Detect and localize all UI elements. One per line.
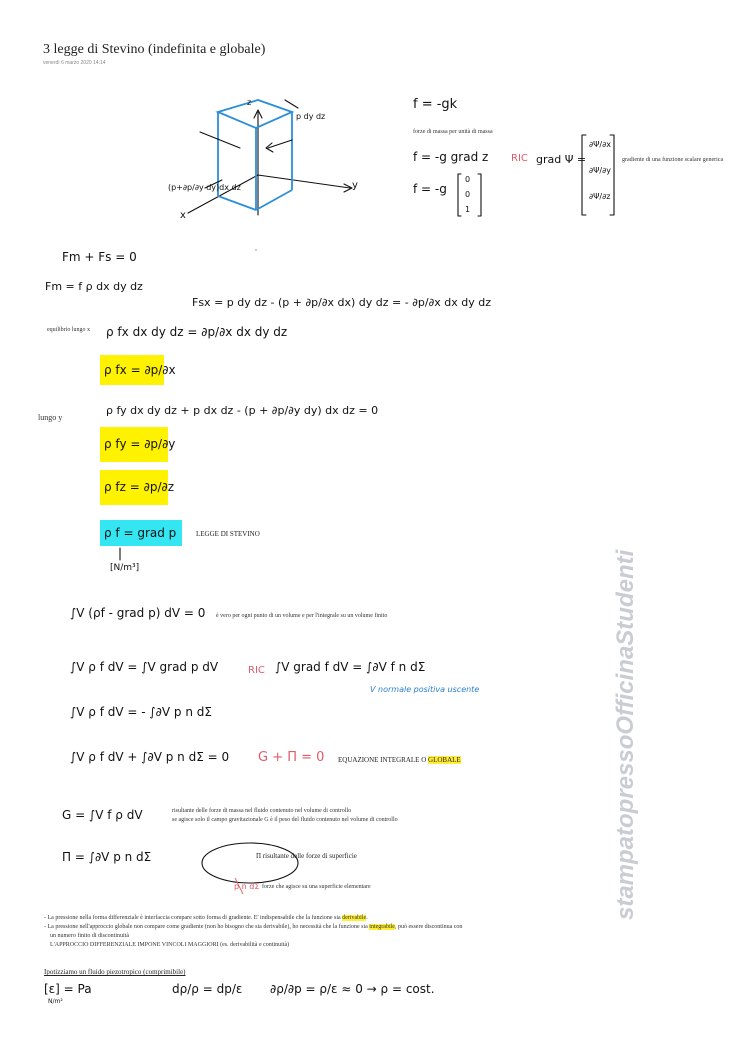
box-rho-fx: ρ fx = ∂p/∂x — [100, 355, 164, 385]
grad-matrix-1: ∂Ψ/∂y — [589, 166, 611, 175]
eq-fm: Fm = f ρ dx dy dz — [45, 280, 143, 293]
page-date: venerdì 6 marzo 2020 14:14 — [43, 60, 106, 66]
box-rho-fy: ρ fy = ∂p/∂y — [100, 427, 168, 462]
f-grad-z: f = -g grad z — [413, 150, 489, 164]
piezotropic-heading: Ipotizziamo un fluido piezotropico (comprimibile) — [44, 968, 186, 976]
epsilon-units: [ε] = Pa — [44, 982, 92, 996]
grad-note: gradiente di una funzione scalare generica — [622, 157, 724, 163]
grad-matrix-2: ∂Ψ/∂z — [589, 192, 611, 201]
bullet-1: - La pressione nella forma differenziale è interfaccia compare sotto forma di gradiente. E' indispensabile che la funzione sia derivabile. — [44, 915, 368, 921]
equazione-globale: EQUAZIONE INTEGRALE O GLOBALE — [338, 756, 461, 764]
integrabile-highlight: integrabile — [369, 924, 395, 930]
grad-matrix-0: ∂Ψ/∂x — [589, 140, 611, 149]
integral-1-note: è vero per ogni punto di un volume e per l'integrale su un volume finito — [216, 613, 388, 619]
axis-z-label: z — [247, 98, 252, 107]
eq-lungo-y: ρ fy dx dy dz + p dx dz - (p + ∂p/∂y dy) dx dz = 0 — [106, 404, 379, 417]
pi-definition: Π = ∫∂V p n dΣ — [62, 850, 152, 864]
bullet-2-line2: un numero finito di discontinuità — [50, 933, 129, 939]
pi-note: Π risultante delle forze di superficie — [256, 852, 357, 860]
axis-x-label: x — [180, 210, 186, 221]
ric-label-2: RIC — [248, 665, 265, 676]
equilibrio-label: equilibrio lungo x — [47, 327, 90, 333]
diagram-left-force: (p+∂p/∂y dy)dx dz — [168, 183, 241, 192]
epsilon-units-sub: N/m² — [48, 998, 63, 1005]
grad-psi-label: grad Ψ = — [536, 153, 587, 166]
integral-2b: ∫V grad f dV = ∫∂V f n dΣ — [275, 660, 426, 674]
axis-y-label: y — [352, 180, 358, 191]
pnd-label: p n dΣ — [234, 882, 260, 891]
f-vector-eq: f = -g — [413, 182, 447, 196]
eq-fsx: Fsx = p dy dz - (p + ∂p/∂x dx) dy dz = - ∂p/∂x dx dy dz — [192, 296, 492, 309]
pnd-note: forze che agisce su una superficie elementare — [262, 884, 371, 890]
eq-equilibrio-x: ρ fx dx dy dz = ∂p/∂x dx dy dz — [106, 325, 288, 339]
integral-3: ∫V ρ f dV = - ∫∂V p n dΣ — [70, 705, 212, 719]
box-stevino: ρ f = grad p — [100, 520, 182, 546]
integral-2b-note: V normale positiva uscente — [370, 685, 480, 694]
page-title: 3 legge di Stevino (indefinita e globale) — [43, 42, 266, 57]
g-note-1: risultante delle forze di massa nel fluido contenuto nel volume di controllo — [172, 808, 352, 814]
vec-1: 0 — [465, 190, 471, 199]
units-label: [N/m³] — [110, 563, 140, 573]
integral-1: ∫V (ρf - grad p) dV = 0 — [70, 606, 206, 620]
vec-0: 0 — [465, 175, 471, 184]
ric-label: RIC — [511, 153, 528, 164]
diagram-right-force: p dy dz — [296, 112, 326, 121]
integral-4: ∫V ρ f dV + ∫∂V p n dΣ = 0 — [70, 750, 230, 764]
globale-highlight: GLOBALE — [428, 756, 461, 764]
integral-2: ∫V ρ f dV = ∫V grad p dV — [70, 660, 219, 674]
drho-over-rho: dρ/ρ = dp/ε — [172, 982, 243, 996]
box-rho-fz: ρ fz = ∂p/∂z — [100, 470, 168, 505]
rho-constant: ∂ρ/∂p = ρ/ε ≈ 0 → ρ = cost. — [270, 982, 435, 996]
lungo-y-label: lungo y — [38, 413, 63, 422]
g-note-2: se agisce solo il campo gravitazionale G è il peso del fluido contenuto nel volume di controllo — [172, 817, 398, 823]
watermark: stampatopressoOfficinaStudenti — [612, 549, 639, 920]
bullet-2: - La pressione nell'approccio globale non compare come gradiente (non ho bisogno che sia derivabile), ho necessità che la funzione sia integrabile, può essere discontinua con — [44, 924, 463, 930]
stevino-label: LEGGE DI STEVINO — [196, 530, 260, 538]
g-plus-pi: G + Π = 0 — [258, 750, 325, 765]
bullet-3: L'APPROCCIO DIFFERENZIALE IMPONE VINCOLI MAGGIORI (es. derivabilità e continuità) — [50, 942, 290, 948]
derivabile-highlight: derivabile — [342, 915, 367, 921]
g-definition: G = ∫V f ρ dV — [62, 808, 143, 822]
vector-brackets — [456, 172, 496, 222]
forze-note: forze di massa per unità di massa — [413, 129, 493, 135]
eq-fm-fs: Fm + Fs = 0 — [62, 250, 137, 264]
f-equals-minus-gk: f = -gk — [413, 97, 458, 112]
vec-2: 1 — [465, 205, 471, 214]
